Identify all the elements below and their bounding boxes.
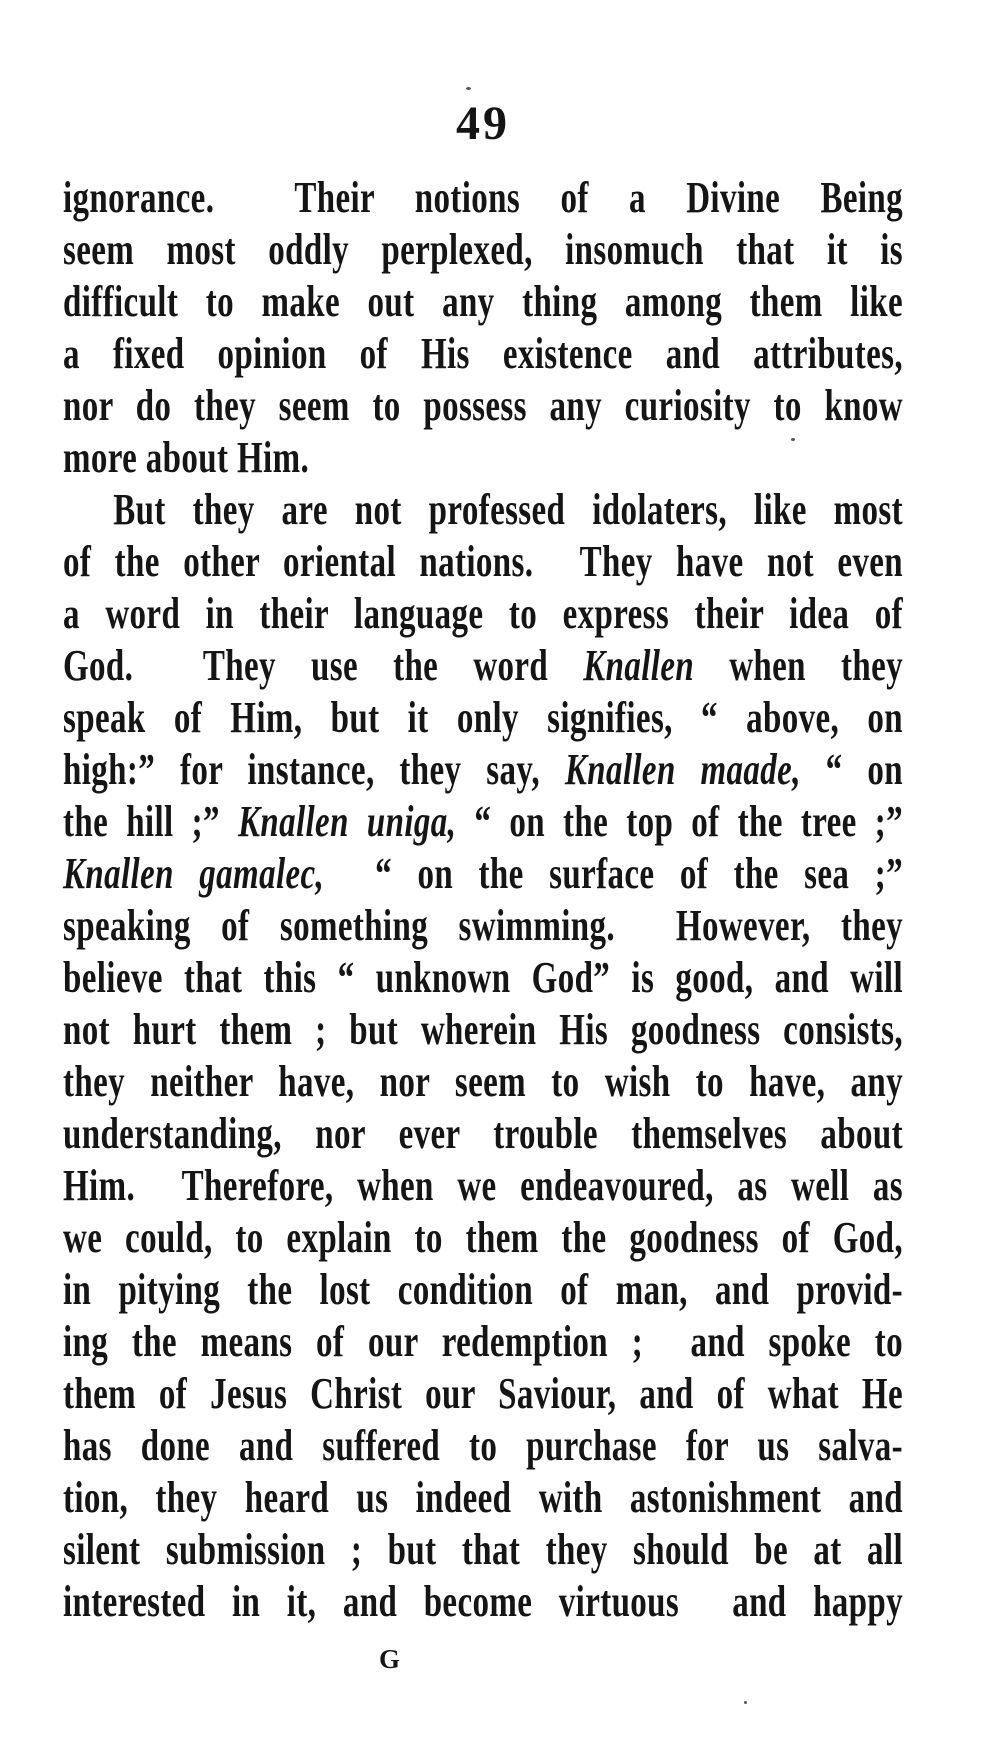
body-text bbox=[63, 172, 903, 1628]
signature-mark: G bbox=[379, 1644, 402, 1674]
text-line bbox=[63, 1316, 903, 1368]
italic-text-run: Knallen uniga, bbox=[237, 797, 457, 846]
text-line bbox=[63, 1160, 903, 1212]
text-run: But they are not professed idolaters, like most bbox=[113, 485, 903, 534]
text-line bbox=[63, 900, 903, 952]
text-run: understanding, nor ever trouble themselves about bbox=[63, 1109, 903, 1158]
italic-text-run: Knallen maade, bbox=[564, 745, 801, 794]
text-run: interested in it, and become virtuous and happy bbox=[63, 1577, 903, 1626]
text-line bbox=[63, 1264, 903, 1316]
text-run: has done and suffered to purchase for us salva- bbox=[63, 1421, 903, 1470]
text-line bbox=[63, 952, 903, 1004]
text-run: them of Jesus Christ our Saviour, and of what He bbox=[63, 1369, 903, 1418]
text-run: a fixed opinion of His existence and attributes, bbox=[63, 329, 903, 378]
text-run: high:” for instance, they say, bbox=[63, 745, 565, 794]
text-run: nor do they seem to possess any curiosity to know bbox=[63, 381, 903, 430]
text-run: they neither have, nor seem to wish to have, any bbox=[63, 1057, 903, 1106]
text-run: tion, they heard us indeed with astonishment and bbox=[63, 1473, 903, 1522]
text-line bbox=[63, 1576, 903, 1628]
text-line bbox=[63, 484, 903, 536]
text-run: Him. Therefore, when we endeavoured, as well as bbox=[63, 1161, 903, 1210]
text-line bbox=[63, 328, 903, 380]
text-run: speaking of something swimming. However, they bbox=[63, 901, 903, 950]
text-line bbox=[63, 224, 903, 276]
text-run: “ on the surface of the sea ;” bbox=[324, 849, 903, 898]
text-run: silent submission ; but that they should be at all bbox=[63, 1525, 903, 1574]
text-run: difficult to make out any thing among them like bbox=[63, 277, 903, 326]
text-line bbox=[63, 276, 903, 328]
italic-text-run: Knallen bbox=[583, 641, 695, 690]
text-run: in pitying the lost condition of man, and provid- bbox=[63, 1265, 903, 1314]
text-run: we could, to explain to them the goodness of God, bbox=[63, 1213, 903, 1262]
text-run: God. They use the word bbox=[63, 641, 584, 690]
text-run: the hill ;” bbox=[63, 797, 238, 846]
text-line bbox=[63, 588, 903, 640]
text-run: of the other oriental nations. They have not even bbox=[63, 537, 903, 586]
text-line bbox=[63, 692, 903, 744]
text-line bbox=[63, 1212, 903, 1264]
text-run: not hurt them ; but wherein His goodness consists, bbox=[63, 1005, 903, 1054]
text-run: “ on the top of the tree ;” bbox=[456, 797, 903, 846]
text-run: ignorance. Their notions of a Divine Being bbox=[63, 173, 903, 222]
text-line bbox=[63, 1108, 903, 1160]
text-line bbox=[63, 1056, 903, 1108]
text-line bbox=[63, 1004, 903, 1056]
text-run: “ on bbox=[800, 745, 903, 794]
folio-page-number: 49 bbox=[456, 97, 510, 150]
text-run: more about Him. bbox=[63, 433, 310, 482]
text-line bbox=[63, 796, 903, 848]
text-line bbox=[63, 432, 903, 484]
text-line bbox=[63, 1368, 903, 1420]
text-line bbox=[63, 744, 903, 796]
text-line bbox=[63, 536, 903, 588]
text-run: seem most oddly perplexed, insomuch that it is bbox=[63, 225, 903, 274]
text-line bbox=[63, 172, 903, 224]
ink-speck bbox=[466, 87, 471, 90]
text-line bbox=[63, 1472, 903, 1524]
italic-text-run: Knallen gamalec, bbox=[63, 849, 325, 898]
text-run: ing the means of our redemption ; and spoke to bbox=[63, 1317, 903, 1366]
ink-speck bbox=[791, 438, 795, 441]
text-run: believe that this “ unknown God” is good, and will bbox=[63, 953, 903, 1002]
text-line bbox=[63, 848, 903, 900]
text-line bbox=[63, 1524, 903, 1576]
text-run: speak of Him, but it only signifies, “ above, on bbox=[63, 693, 903, 742]
text-run: a word in their language to express their idea of bbox=[63, 589, 903, 638]
text-run: when they bbox=[694, 641, 903, 690]
ink-speck bbox=[744, 1701, 747, 1704]
text-line bbox=[63, 640, 903, 692]
text-line bbox=[63, 1420, 903, 1472]
text-line bbox=[63, 380, 903, 432]
